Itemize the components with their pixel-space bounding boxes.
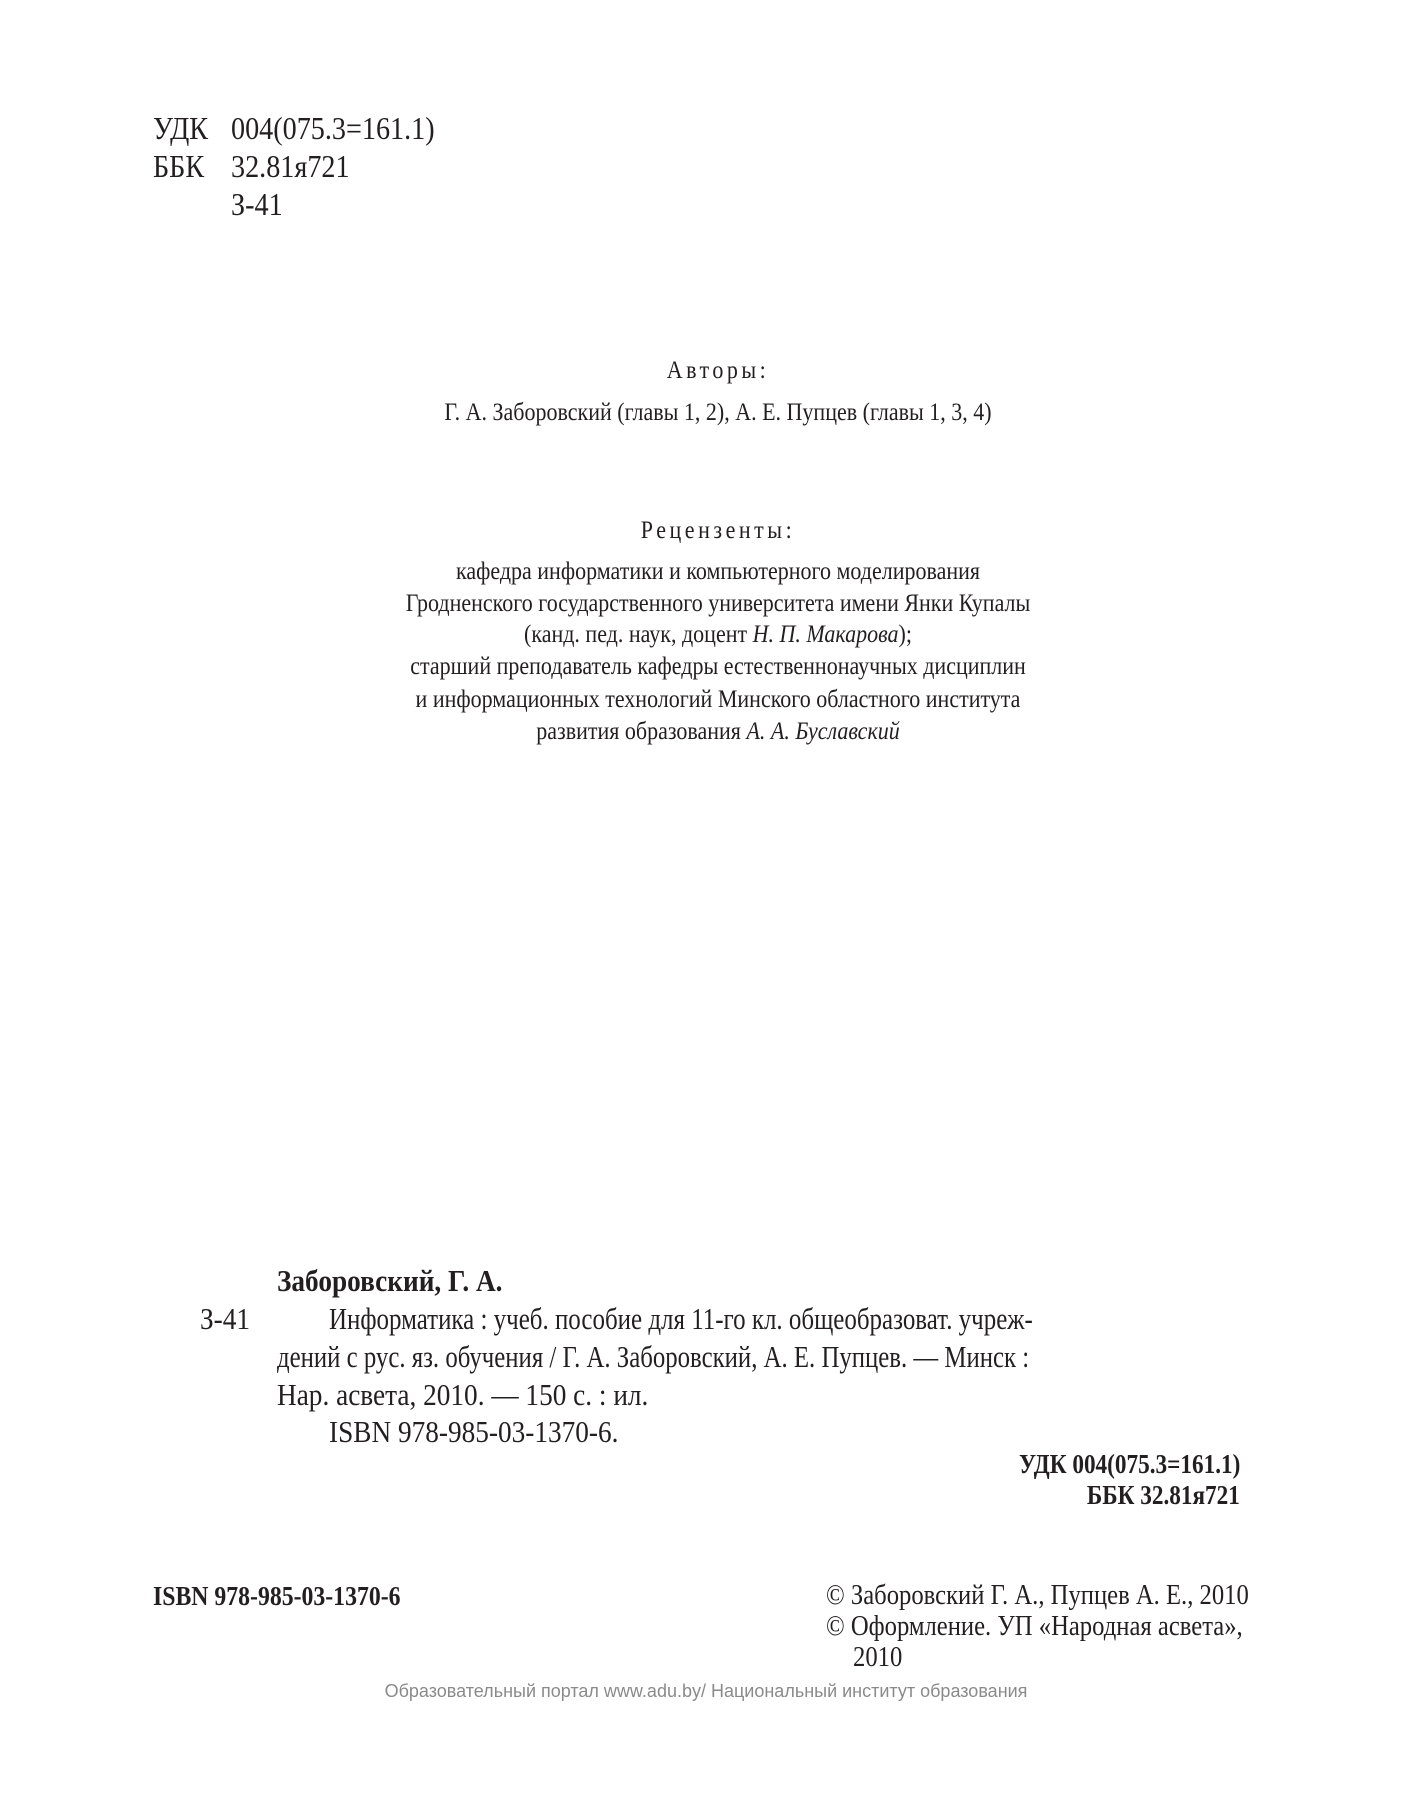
reviewer-line-6-text: развития образования [536, 718, 747, 745]
catalog-bbk: ББК 32.81я721 [1087, 1480, 1240, 1510]
authors-line: Г. А. Заборовский (главы 1, 2), А. Е. Пупцев (главы 1, 3, 4) [444, 399, 992, 426]
copyright-design-year: 2010 [853, 1642, 903, 1673]
catalog-line-1 [329, 1303, 1240, 1334]
reviewer-line-1: кафедра информатики и компьютерного моделирования [455, 558, 981, 585]
reviewer-name-1: Н. П. Макарова [752, 621, 899, 648]
bbk-label: ББК [153, 148, 205, 184]
portal-watermark: Образовательный портал www.adu.by/ Национальный институт образования [384, 1681, 1028, 1701]
udk-value: 004(075.3=161.1) [231, 110, 435, 146]
catalog-line-2-text: дений с рус. яз. обучения / Г. А. Заборовский, А. Е. Пупцев. — Минск : [277, 1339, 1030, 1374]
copyright-design: © Оформление. УП «Народная асвета», [826, 1611, 1243, 1642]
catalog-author: Заборовский, Г. А. [277, 1263, 503, 1298]
catalog-line-2 [277, 1341, 1217, 1372]
catalog-udk: УДК 004(075.3=161.1) [1018, 1449, 1240, 1479]
reviewer-line-4: старший преподаватель кафедры естественнонаучных дисциплин [410, 653, 1026, 680]
catalog-line-3: Нар. асвета, 2010. — 150 с. : ил. [277, 1377, 649, 1412]
reviewer-line-3-end: ); [898, 621, 912, 648]
reviewer-line-5: и информационных технологий Минского областного института [415, 686, 1021, 713]
catalog-line-1-text: Информатика : учеб. пособие для 11-го кл. общеобразоват. учреж- [329, 1301, 1033, 1336]
reviewer-name-2: А. А. Буславский [746, 718, 900, 745]
reviewer-line-3 [524, 622, 912, 647]
copyright-authors: © Заборовский Г. А., Пупцев А. Е., 2010 [826, 1580, 1249, 1611]
author-mark: З-41 [231, 186, 283, 222]
bottom-isbn: ISBN 978-985-03-1370-6 [153, 1581, 401, 1611]
catalog-isbn: ISBN 978-985-03-1370-6. [329, 1414, 619, 1449]
catalog-mark: З-41 [200, 1301, 251, 1336]
udk-label: УДК [153, 110, 209, 146]
reviewers-heading: Рецензенты: [640, 517, 796, 544]
reviewer-line-6 [536, 719, 899, 744]
bbk-value: 32.81я721 [231, 148, 350, 184]
authors-heading: Авторы: [666, 357, 770, 384]
reviewer-line-3-text: (канд. пед. наук, доцент [524, 621, 753, 648]
reviewer-line-2: Гродненского государственного университета имени Янки Купалы [405, 590, 1031, 617]
